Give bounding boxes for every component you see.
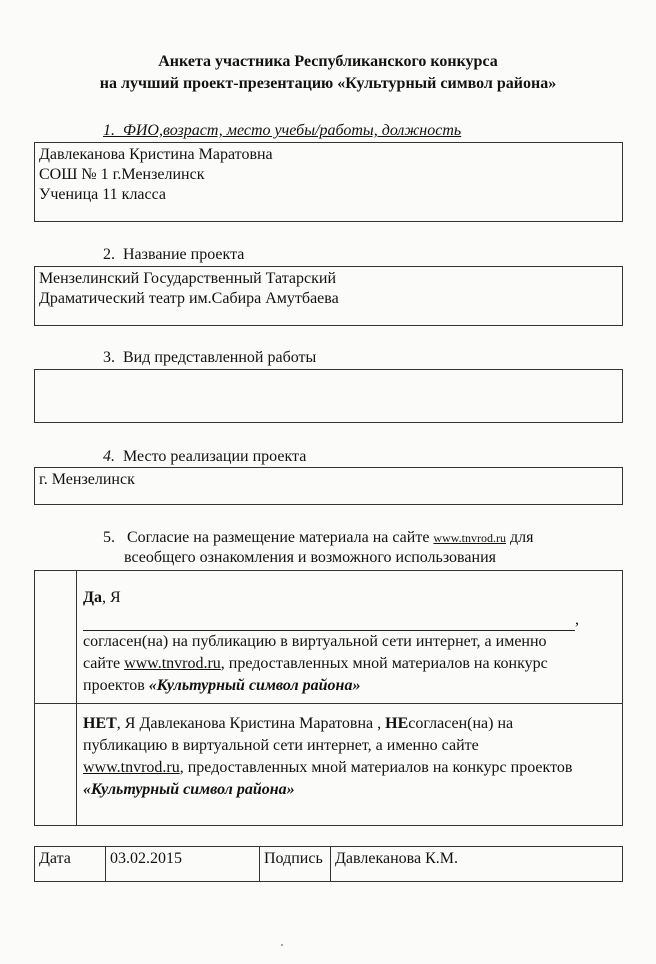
section5-heading	[103, 528, 533, 548]
consent-yes-contest: «Культурный символ района»	[148, 677, 361, 694]
consent-yes-line1	[83, 587, 616, 609]
consent-no-line3	[83, 757, 616, 779]
consent-no-line1	[83, 713, 616, 735]
consent-yes-text3-prefix: проектов	[83, 677, 149, 694]
section2-answer-box[interactable]	[34, 266, 623, 326]
section2-number: 2.	[103, 246, 115, 263]
consent-no-text3-suffix: , предоставленных мной материалов на конкурс проектов	[179, 759, 573, 776]
consent-yes-line4	[83, 675, 616, 697]
section1-answer-box[interactable]	[34, 142, 623, 222]
consent-no-rest: , Я Давлеканова Кристина Маратовна ,	[116, 715, 386, 732]
consent-no-site-link[interactable]: www.tnvrod.ru	[83, 759, 180, 776]
consent-no-text1-suffix: согласен(на) на	[408, 715, 514, 732]
consent-yes-word: Да	[83, 589, 103, 606]
consent-no-text2: публикацию в виртуальной сети интернет, а именно сайте	[83, 737, 479, 754]
consent-yes-cell[interactable]	[83, 587, 616, 697]
signature-row	[35, 847, 623, 882]
section5-site-link[interactable]: www.tnvrod.ru	[433, 531, 506, 545]
page-title-line1: Анкета участника Республиканского конкурса	[158, 53, 498, 70]
consent-column-divider	[76, 571, 77, 825]
section3-number: 3.	[103, 349, 115, 366]
section4-answer-box[interactable]	[34, 467, 623, 505]
signature-value[interactable]: Давлеканова К.М.	[331, 847, 623, 882]
section1-line-name: Давлеканова Кристина Маратовна	[39, 146, 273, 163]
section3-label: Вид представленной работы	[123, 349, 317, 366]
section5-label-part1: Согласие на размещение материала на сайте	[127, 529, 430, 546]
section1-number: 1.	[103, 122, 115, 139]
date-label: Дата	[35, 847, 106, 882]
page-title-line2: на лучший проект-презентацию «Культурный символ района»	[99, 75, 557, 92]
date-value[interactable]: 03.02.2015	[106, 847, 260, 882]
section5-heading-line2: всеобщего ознакомления и возможного использования	[124, 549, 496, 566]
section5-number: 5.	[103, 529, 115, 546]
section2-line2: Драматический театр им.Сабира Амутбаева	[39, 290, 339, 307]
consent-no-line4	[83, 779, 616, 801]
consent-row-divider	[35, 703, 622, 704]
consent-table	[34, 570, 623, 826]
consent-yes-site-link[interactable]: www.tnvrod.ru	[124, 655, 221, 672]
section5-label-part2: для	[509, 529, 534, 546]
section1-heading	[103, 121, 461, 141]
section1-line-school: СОШ № 1 г.Мензелинск	[39, 166, 205, 183]
scan-speck	[281, 944, 283, 946]
consent-yes-comma: ,	[575, 611, 579, 628]
consent-yes-text2-prefix: сайте	[83, 655, 125, 672]
section3-heading	[103, 348, 316, 368]
section4-number: 4.	[103, 448, 115, 465]
section4-value: г. Мензелинск	[39, 471, 135, 488]
section4-label: Место реализации проекта	[123, 448, 307, 465]
section1-line-grade: Ученица 11 класса	[39, 186, 167, 203]
section4-heading	[103, 447, 306, 467]
section1-label: ФИО,возраст, место учебы/работы, должность	[123, 122, 462, 139]
signature-label: Подпись	[260, 847, 331, 882]
signature-table	[34, 846, 623, 882]
section3-answer-box[interactable]	[34, 369, 623, 423]
consent-yes-text2-suffix: , предоставленных мной материалов на конкурс	[220, 655, 548, 672]
section2-heading	[103, 245, 244, 265]
consent-yes-line3	[83, 653, 616, 675]
consent-yes-text1: согласен(на) на публикацию в виртуальной сети интернет, а именно	[83, 633, 547, 650]
section2-line1: Мензелинский Государственный Татарский	[39, 270, 337, 287]
consent-yes-blank-row	[83, 609, 616, 631]
consent-yes-rest: , Я	[102, 589, 121, 606]
consent-no-word: НЕТ	[83, 715, 117, 732]
consent-no-contest: «Культурный символ района»	[83, 781, 295, 798]
section2-label: Название проекта	[123, 246, 245, 263]
consent-no-cell[interactable]	[83, 713, 616, 801]
consent-no-ne: НЕ	[385, 715, 409, 732]
consent-yes-name-blank[interactable]	[83, 616, 575, 631]
